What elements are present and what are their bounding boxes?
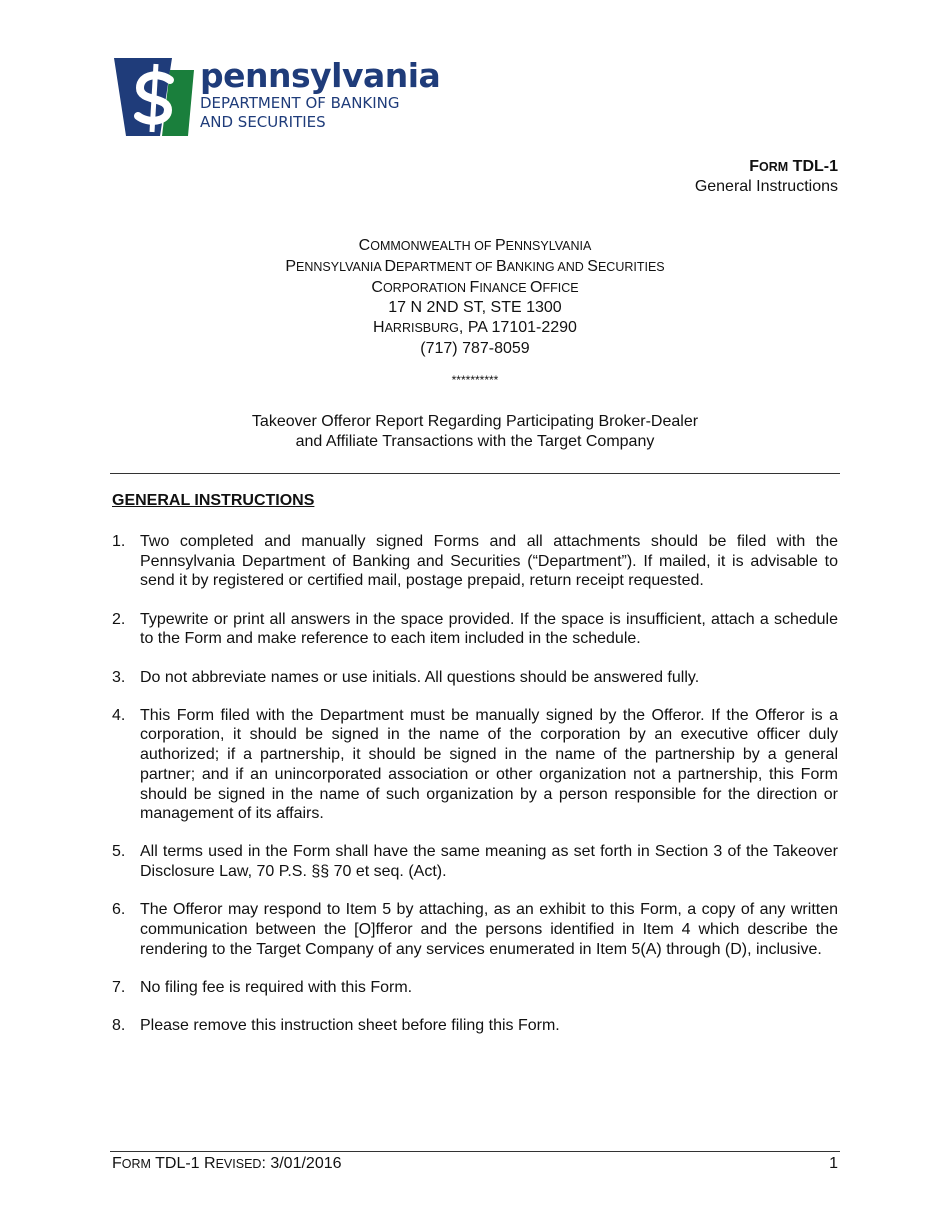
footer-divider [110, 1151, 840, 1152]
item-text: Do not abbreviate names or use initials. All questions should be answered fully. [140, 668, 700, 686]
item-text: No filing fee is required with this Form. [140, 978, 413, 996]
agency-line-2: PENNSYLVANIA DEPARTMENT OF BANKING AND SECURITIES [285, 257, 665, 275]
item-number: 8. [112, 1017, 126, 1035]
list-item [112, 610, 838, 649]
report-title-line1: Takeover Offeror Report Regarding Participating Broker-Dealer [251, 413, 699, 430]
section-heading: GENERAL INSTRUCTIONS [112, 492, 315, 509]
agency-city: HARRISBURG, PA 17101-2290 [373, 319, 577, 337]
item-number: 3. [112, 668, 126, 686]
form-number: FORM TDL-1 [749, 158, 838, 175]
list-item [112, 1016, 838, 1036]
item-text: Typewrite or print all answers in the space provided. If the space is insufficient, attach a schedule to the Form and make reference to each item included in the schedule. [140, 610, 838, 648]
logo-sub-line1: DEPARTMENT OF BANKING [200, 94, 400, 112]
item-text: The Offeror may respond to Item 5 by attaching, as an exhibit to this Form, a copy of any written communication between the [O]fferor and the persons identified in Item 4 which describe the rendering to the Target Company of any services enumerated in Item 5(A) through (D), inclusive. [140, 901, 838, 958]
form-identifier [695, 157, 838, 197]
page-number: 1 [829, 1155, 838, 1172]
list-item [112, 532, 838, 591]
separator-stars: ********** [451, 373, 499, 387]
list-item [112, 668, 838, 688]
agency-line-1: COMMONWEALTH OF PENNSYLVANIA [358, 237, 592, 254]
report-title [0, 412, 950, 452]
agency-line-3: CORPORATION FINANCE OFFICE [371, 278, 579, 296]
footer-form-revision: FORM TDL-1 REVISED: 3/01/2016 [112, 1155, 342, 1172]
item-number: 4. [112, 706, 126, 724]
agency-street: 17 N 2ND ST, STE 1300 [388, 299, 562, 317]
divider [110, 473, 840, 474]
pa-dobs-logo [112, 56, 440, 138]
item-text: This Form filed with the Department must be manually signed by the Offeror. If the Offeror is a corporation, it should be signed in the name of the corporation by an executive officer duly authorized; if a partnership, it should be signed in the name of the partnership by a general partner; and if an unincorporated association or other organization not a partnership, this Form should be signed in the name of such organization by a person responsible for the direction or management of its affairs. [140, 706, 838, 823]
list-item [112, 978, 838, 998]
agency-phone: (717) 787-8059 [420, 339, 530, 357]
form-subtitle: General Instructions [694, 178, 838, 195]
item-number: 5. [112, 843, 126, 861]
agency-address-block [0, 236, 950, 359]
keystone-dollar-logo-icon [112, 56, 194, 138]
list-item [112, 706, 838, 824]
item-text: Two completed and manually signed Forms and all attachments should be filed with the Pennsylvania Department of Banking and Securities (“Department”). If mailed, it is advisable to send it by registered or certified mail, postage prepaid, return receipt requested. [140, 533, 838, 590]
item-number: 2. [112, 610, 126, 628]
list-item [112, 900, 838, 959]
instructions-list [112, 532, 838, 1054]
logo-sub-line2: AND SECURITIES [200, 113, 326, 131]
item-text: All terms used in the Form shall have the same meaning as set forth in Section 3 of the Takeover Disclosure Law, 70 P.S. §§ 70 et seq. (Act). [140, 843, 838, 881]
item-text: Please remove this instruction sheet before filing this Form. [140, 1017, 560, 1035]
item-number: 6. [112, 901, 126, 919]
item-number: 1. [112, 533, 126, 550]
report-title-line2: and Affiliate Transactions with the Target Company [295, 432, 655, 450]
page-footer [112, 1154, 838, 1174]
logo-name: pennsylvania [200, 56, 441, 95]
item-number: 7. [112, 978, 126, 996]
list-item [112, 842, 838, 881]
